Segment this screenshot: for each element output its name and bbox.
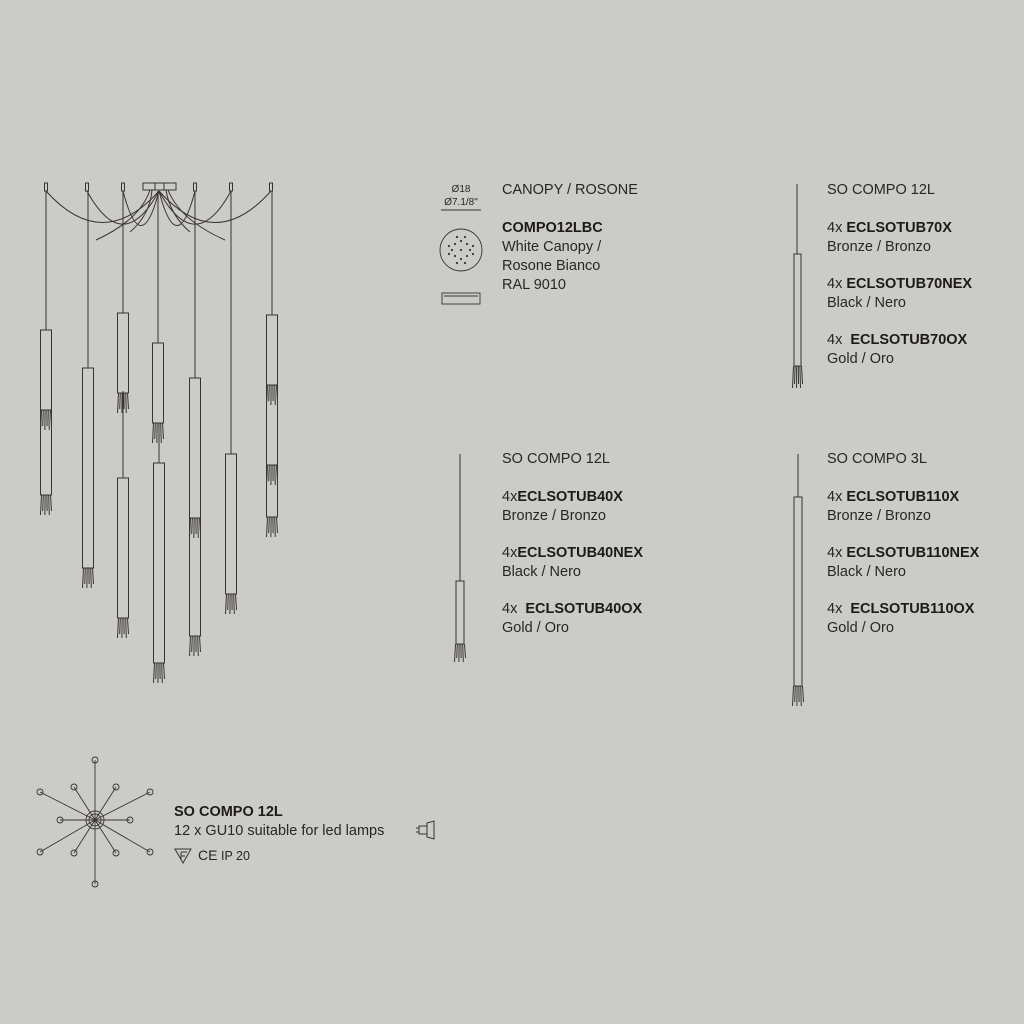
canopy-dim-in: Ø7.1/8" (444, 197, 478, 208)
variant-110-item (827, 600, 979, 638)
item-finish: Black / Nero (827, 295, 906, 311)
item-qty: 4x (827, 489, 843, 505)
item-code: ECLSOTUB110X (846, 489, 960, 505)
pendant-70-drawing (793, 184, 803, 388)
item-qty: 4x (827, 220, 843, 236)
item-code: ECLSOTUB70NEX (846, 276, 973, 292)
canopy-dimensions (437, 183, 485, 209)
item-code: ECLSOTUB70X (846, 220, 952, 236)
pendant-40-drawing (455, 454, 466, 662)
variant-110-item (827, 488, 979, 526)
item-qty: 4x (502, 601, 518, 617)
item-code: ECLSOTUB40X (517, 489, 623, 505)
canopy-dim-cm: Ø18 (451, 184, 471, 195)
variant-40-heading: SO COMPO 12L (502, 451, 610, 467)
canopy-heading: CANOPY / ROSONE (502, 182, 638, 198)
variant-110-heading: SO COMPO 3L (827, 451, 927, 467)
variant-40-item (502, 544, 643, 582)
item-qty: 4x (827, 601, 843, 617)
item-code: ECLSOTUB110NEX (846, 545, 980, 561)
canopy-desc-2: Rosone Bianco (502, 258, 601, 274)
item-finish: Bronze / Bronzo (827, 239, 931, 255)
variant-40-list (502, 488, 643, 638)
variant-40-item (502, 600, 643, 638)
product-lamps: 12 x GU10 suitable for led lamps (174, 823, 385, 839)
item-qty: 4x (827, 332, 843, 348)
canopy-info (502, 219, 603, 295)
item-qty: 4x (827, 276, 843, 292)
variant-110-list (827, 488, 979, 638)
item-code: ECLSOTUB40OX (525, 601, 643, 617)
item-finish: Bronze / Bronzo (827, 508, 931, 524)
ip-rating: IP 20 (221, 849, 250, 863)
variant-70-list (827, 219, 972, 369)
led-lamp-icon (416, 821, 434, 839)
item-finish: Gold / Oro (502, 620, 569, 636)
product-name: SO COMPO 12L (174, 804, 283, 820)
item-qty: 4x (502, 489, 518, 505)
variant-70-item (827, 331, 972, 369)
item-code: ECLSOTUB70OX (850, 332, 968, 348)
variant-40-item (502, 488, 643, 526)
item-finish: Black / Nero (827, 564, 906, 580)
chandelier-drawing (41, 183, 278, 683)
item-code: ECLSOTUB40NEX (517, 545, 644, 561)
canopy-top-view-icon (440, 210, 482, 271)
item-code: ECLSOTUB110OX (850, 601, 975, 617)
pendant-110-drawing (793, 454, 804, 706)
item-qty: 4x (827, 545, 843, 561)
item-qty: 4x (502, 545, 518, 561)
item-finish: Gold / Oro (827, 620, 894, 636)
variant-70-heading: SO COMPO 12L (827, 182, 935, 198)
canopy-code: COMPO12LBC (502, 220, 603, 236)
variant-70-item (827, 219, 972, 257)
canopy-side-view-icon (442, 293, 480, 304)
canopy-ral: RAL 9010 (502, 277, 566, 293)
item-finish: Black / Nero (502, 564, 581, 580)
item-finish: Bronze / Bronzo (502, 508, 606, 524)
canopy-desc-1: White Canopy / (502, 239, 602, 255)
variant-70-item (827, 275, 972, 313)
variant-110-item (827, 544, 979, 582)
item-finish: Gold / Oro (827, 351, 894, 367)
ce-mark-icon: CE (198, 847, 218, 863)
f-mark-icon (175, 849, 191, 863)
plan-view-drawing (37, 757, 153, 887)
